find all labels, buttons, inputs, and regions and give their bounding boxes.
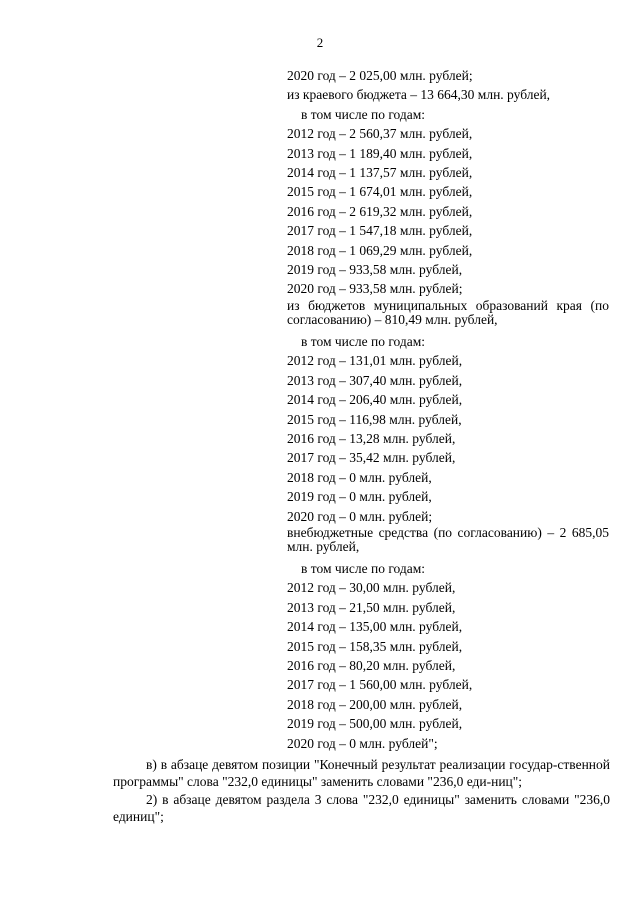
municipal-year-line: 2014 год – 206,40 млн. рублей, (287, 392, 463, 408)
funding-breakdown (287, 66, 609, 753)
extrabudgetary-heading: внебюджетные средства (по согласованию) – 2 685,05 млн. рублей, (287, 524, 609, 554)
regional-budget-heading: из краевого бюджета – 13 664,30 млн. рублей, (287, 87, 551, 103)
amendment-paragraph-2: 2) в абзаце девятом раздела 3 слова "232,0 единицы" заменить словами "236,0 единиц"; (113, 792, 610, 824)
regional-year-line: 2017 год – 1 547,18 млн. рублей, (287, 223, 473, 239)
municipal-year-line: 2018 год – 0 млн. рублей, (287, 469, 432, 485)
extrabudgetary-year-line: 2020 год – 0 млн. рублей"; (287, 735, 438, 751)
municipal-budget-heading: из бюджетов муниципальных образований края (по согласованию) – 810,49 млн. рублей, (287, 297, 609, 327)
regional-by-years-label: в том числе по годам: (301, 106, 426, 122)
amendment-paragraph-v: в) в абзаце девятом позиции "Конечный результат реализации государ-ственной программы" слова "232,0 единицы" заменить словами "236,0 еди-ниц"; (113, 757, 610, 789)
extrabudgetary-year-line: 2019 год – 500,00 млн. рублей, (287, 716, 463, 732)
municipal-year-line: 2015 год – 116,98 млн. рублей, (287, 411, 462, 427)
municipal-year-line: 2019 год – 0 млн. рублей, (287, 489, 432, 505)
extrabudgetary-year-line: 2015 год – 158,35 млн. рублей, (287, 638, 463, 654)
extrabudgetary-year-line: 2013 год – 21,50 млн. рублей, (287, 599, 456, 615)
municipal-year-line: 2013 год – 307,40 млн. рублей, (287, 372, 463, 388)
regional-year-line: 2014 год – 1 137,57 млн. рублей, (287, 165, 473, 181)
extrabudgetary-year-line: 2017 год – 1 560,00 млн. рублей, (287, 677, 473, 693)
regional-year-line: 2012 год – 2 560,37 млн. рублей, (287, 126, 473, 142)
regional-year-line: 2019 год – 933,58 млн. рублей, (287, 262, 463, 278)
regional-year-line: 2013 год – 1 189,40 млн. рублей, (287, 145, 473, 161)
extrabudgetary-year-line: 2018 год – 200,00 млн. рублей, (287, 696, 463, 712)
municipal-year-line: 2012 год – 131,01 млн. рублей, (287, 353, 463, 369)
municipal-year-line: 2020 год – 0 млн. рублей; (287, 508, 433, 524)
regional-year-line: 2015 год – 1 674,01 млн. рублей, (287, 184, 473, 200)
regional-year-line: 2020 год – 933,58 млн. рублей; (287, 281, 463, 297)
extrabudgetary-year-line: 2016 год – 80,20 млн. рублей, (287, 657, 456, 673)
municipal-year-line: 2017 год – 35,42 млн. рублей, (287, 450, 456, 466)
regional-year-line: 2018 год – 1 069,29 млн. рублей, (287, 242, 473, 258)
extrabudgetary-year-line: 2014 год – 135,00 млн. рублей, (287, 619, 463, 635)
page-number: 2 (316, 35, 324, 50)
regional-year-line: 2016 год – 2 619,32 млн. рублей, (287, 203, 473, 219)
year-line-2020-total: 2020 год – 2 025,00 млн. рублей; (287, 68, 473, 83)
amendment-paragraphs (113, 756, 610, 826)
municipal-year-line: 2016 год – 13,28 млн. рублей, (287, 430, 456, 446)
municipal-by-years-label: в том числе по годам: (301, 333, 426, 349)
extrabudgetary-by-years-label: в том числе по годам: (301, 560, 426, 576)
extrabudgetary-year-line: 2012 год – 30,00 млн. рублей, (287, 580, 456, 596)
